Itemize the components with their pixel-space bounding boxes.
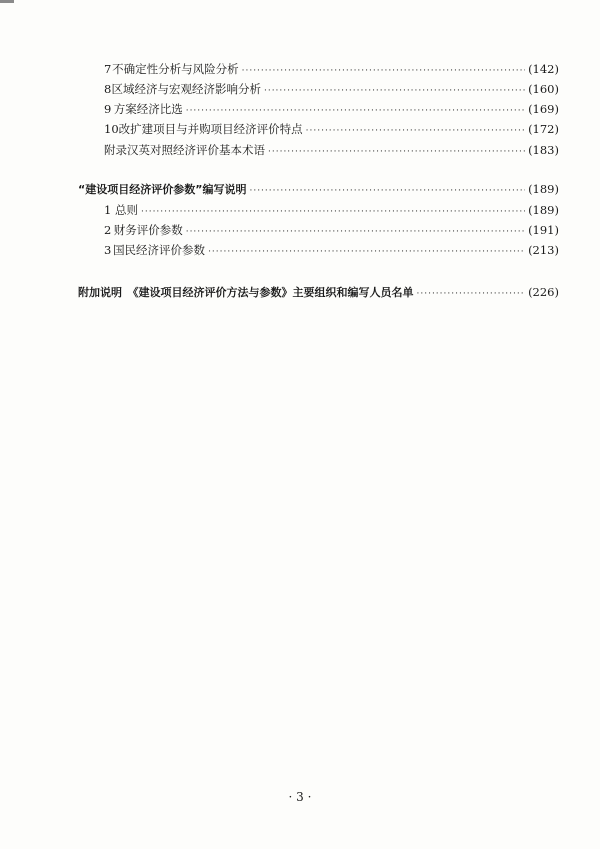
toc-entry-page: (213): [528, 243, 559, 257]
toc-entry-page: (142): [528, 62, 559, 76]
dot-leader: [186, 223, 525, 241]
toc-entry-page: (189): [528, 182, 559, 196]
dot-leader: [141, 203, 525, 221]
toc-entry-number: 1: [104, 203, 112, 217]
toc-entry-number: 8: [104, 82, 112, 96]
toc-section-heading[interactable]: [78, 180, 559, 198]
toc-entry-page: (191): [528, 223, 559, 237]
toc-entry-number: 10: [104, 122, 119, 136]
toc-appendix-note[interactable]: [78, 283, 559, 301]
toc-entry-title: 方案经济比选: [113, 102, 183, 116]
toc-entry-title: 改扩建项目与并购项目经济评价特点: [118, 122, 303, 136]
scan-edge-mark: [0, 0, 14, 3]
toc-entry-title: 区域经济与宏观经济影响分析: [111, 82, 261, 96]
toc-entry-page: (226): [528, 285, 559, 299]
toc-entry-title: 总则: [114, 203, 138, 217]
toc-entry-8[interactable]: [104, 80, 559, 98]
toc-entry-page: (172): [528, 122, 559, 136]
toc-entry-page: (183): [528, 143, 559, 157]
dot-leader: [208, 243, 525, 261]
toc-entry-7[interactable]: [104, 60, 559, 78]
dot-leader: [306, 122, 525, 140]
toc-entry-title: 财务评价参数: [113, 223, 183, 237]
toc-entry-10[interactable]: [104, 120, 559, 138]
toc-appendix-title: 附加说明 《建设项目经济评价方法与参数》主要组织和编写人员名单: [78, 286, 414, 299]
dot-leader: [242, 62, 525, 80]
toc-entry-title: 汉英对照经济评价基本术语: [127, 143, 265, 157]
toc-entry-number: 3: [104, 243, 112, 257]
toc-entry-number: 7: [104, 62, 112, 76]
toc-entry-page: (160): [528, 82, 559, 96]
dot-leader: [417, 285, 526, 303]
toc-entry-9[interactable]: [104, 100, 559, 118]
page-number: · 3 ·: [288, 790, 312, 804]
toc-section-title: “建设项目经济评价参数”编写说明: [78, 183, 247, 196]
toc-entry-appendix[interactable]: [104, 141, 559, 159]
toc-entry-title: 国民经济评价参数: [113, 243, 206, 257]
toc-entry-1[interactable]: [104, 201, 559, 219]
toc-entry-2[interactable]: [104, 221, 559, 239]
toc-entry-title: 不确定性分析与风险分析: [112, 62, 239, 76]
dot-leader: [186, 102, 525, 120]
toc-entry-page: (189): [528, 203, 559, 217]
toc-entry-number: 9: [104, 102, 112, 116]
dot-leader: [264, 82, 525, 100]
dot-leader: [249, 182, 525, 200]
toc-entry-3[interactable]: [104, 241, 559, 259]
toc-entry-number: 2: [104, 223, 112, 237]
toc-entry-number: 附录: [104, 143, 127, 157]
toc-entry-page: (169): [528, 102, 559, 116]
dot-leader: [268, 143, 525, 161]
